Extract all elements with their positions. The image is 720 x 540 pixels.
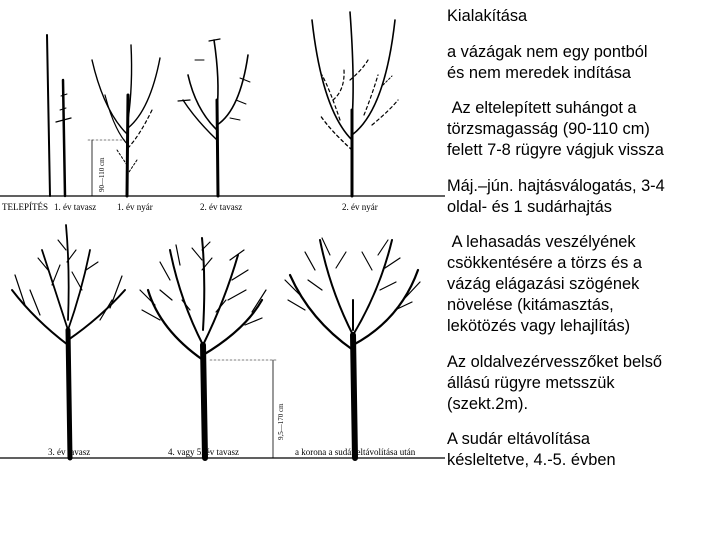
tree-1-ev-tavasz [56, 80, 71, 196]
paragraph-oldalvezer: Az oldalvezérvesszőket belső állású rügyre metsszük (szekt.2m). [447, 352, 663, 413]
paragraph-suhang: Az eltelepített suhángot a törzsmagasság (90-110 cm) felett 7-8 rügyre vágjuk vissza [447, 99, 664, 159]
tree-4-vagy-5-ev-tavasz [140, 238, 277, 458]
label-2-ev-tavasz: 2. év tavasz [200, 202, 243, 212]
paragraph-vazagak: a vázágak nem egy pontból és nem meredek indítása [447, 42, 648, 82]
label-1-ev-nyar: 1. év nyár [117, 202, 153, 212]
paragraph-hajtasvalogatas: Máj.–jún. hajtásválogatás, 3-4 oldal- és 1 sudárhajtás [447, 176, 665, 216]
description-panel [447, 6, 717, 486]
measure-row1: 90—110 cm [98, 157, 106, 192]
tree-3-ev-tavasz [12, 225, 125, 458]
paragraph-sudar: A sudár eltávolítása késleltetve, 4.-5. évben [447, 430, 616, 469]
tree-sudar-eltavolitas-utan [285, 238, 420, 458]
label-telepites: TELEPÍTÉS [2, 202, 48, 212]
paragraph-lehasadas: A lehasadás veszélyének csökkentésére a törzs és a vázág elágazási szögének növelése (kitámasztás, lekötözés vagy lehajlítás) [447, 233, 642, 335]
label-3-ev-tavasz: 3. év tavasz [48, 447, 91, 457]
label-4-vagy-5-ev-tavasz: 4. vagy 5. év tavasz [168, 447, 239, 457]
label-1-ev-tavasz: 1. év tavasz [54, 202, 97, 212]
tree-telepites [47, 35, 50, 196]
tree-2-ev-tavasz [178, 39, 250, 196]
measure-row2: 9,5—170 cm [277, 403, 285, 440]
heading-kialakitasa: Kialakítása [447, 7, 528, 25]
label-korona-sudar: a korona a sudár eltávolítása után [295, 447, 416, 457]
tree-2-ev-nyar [312, 12, 398, 196]
label-2-ev-nyar: 2. év nyár [342, 202, 378, 212]
